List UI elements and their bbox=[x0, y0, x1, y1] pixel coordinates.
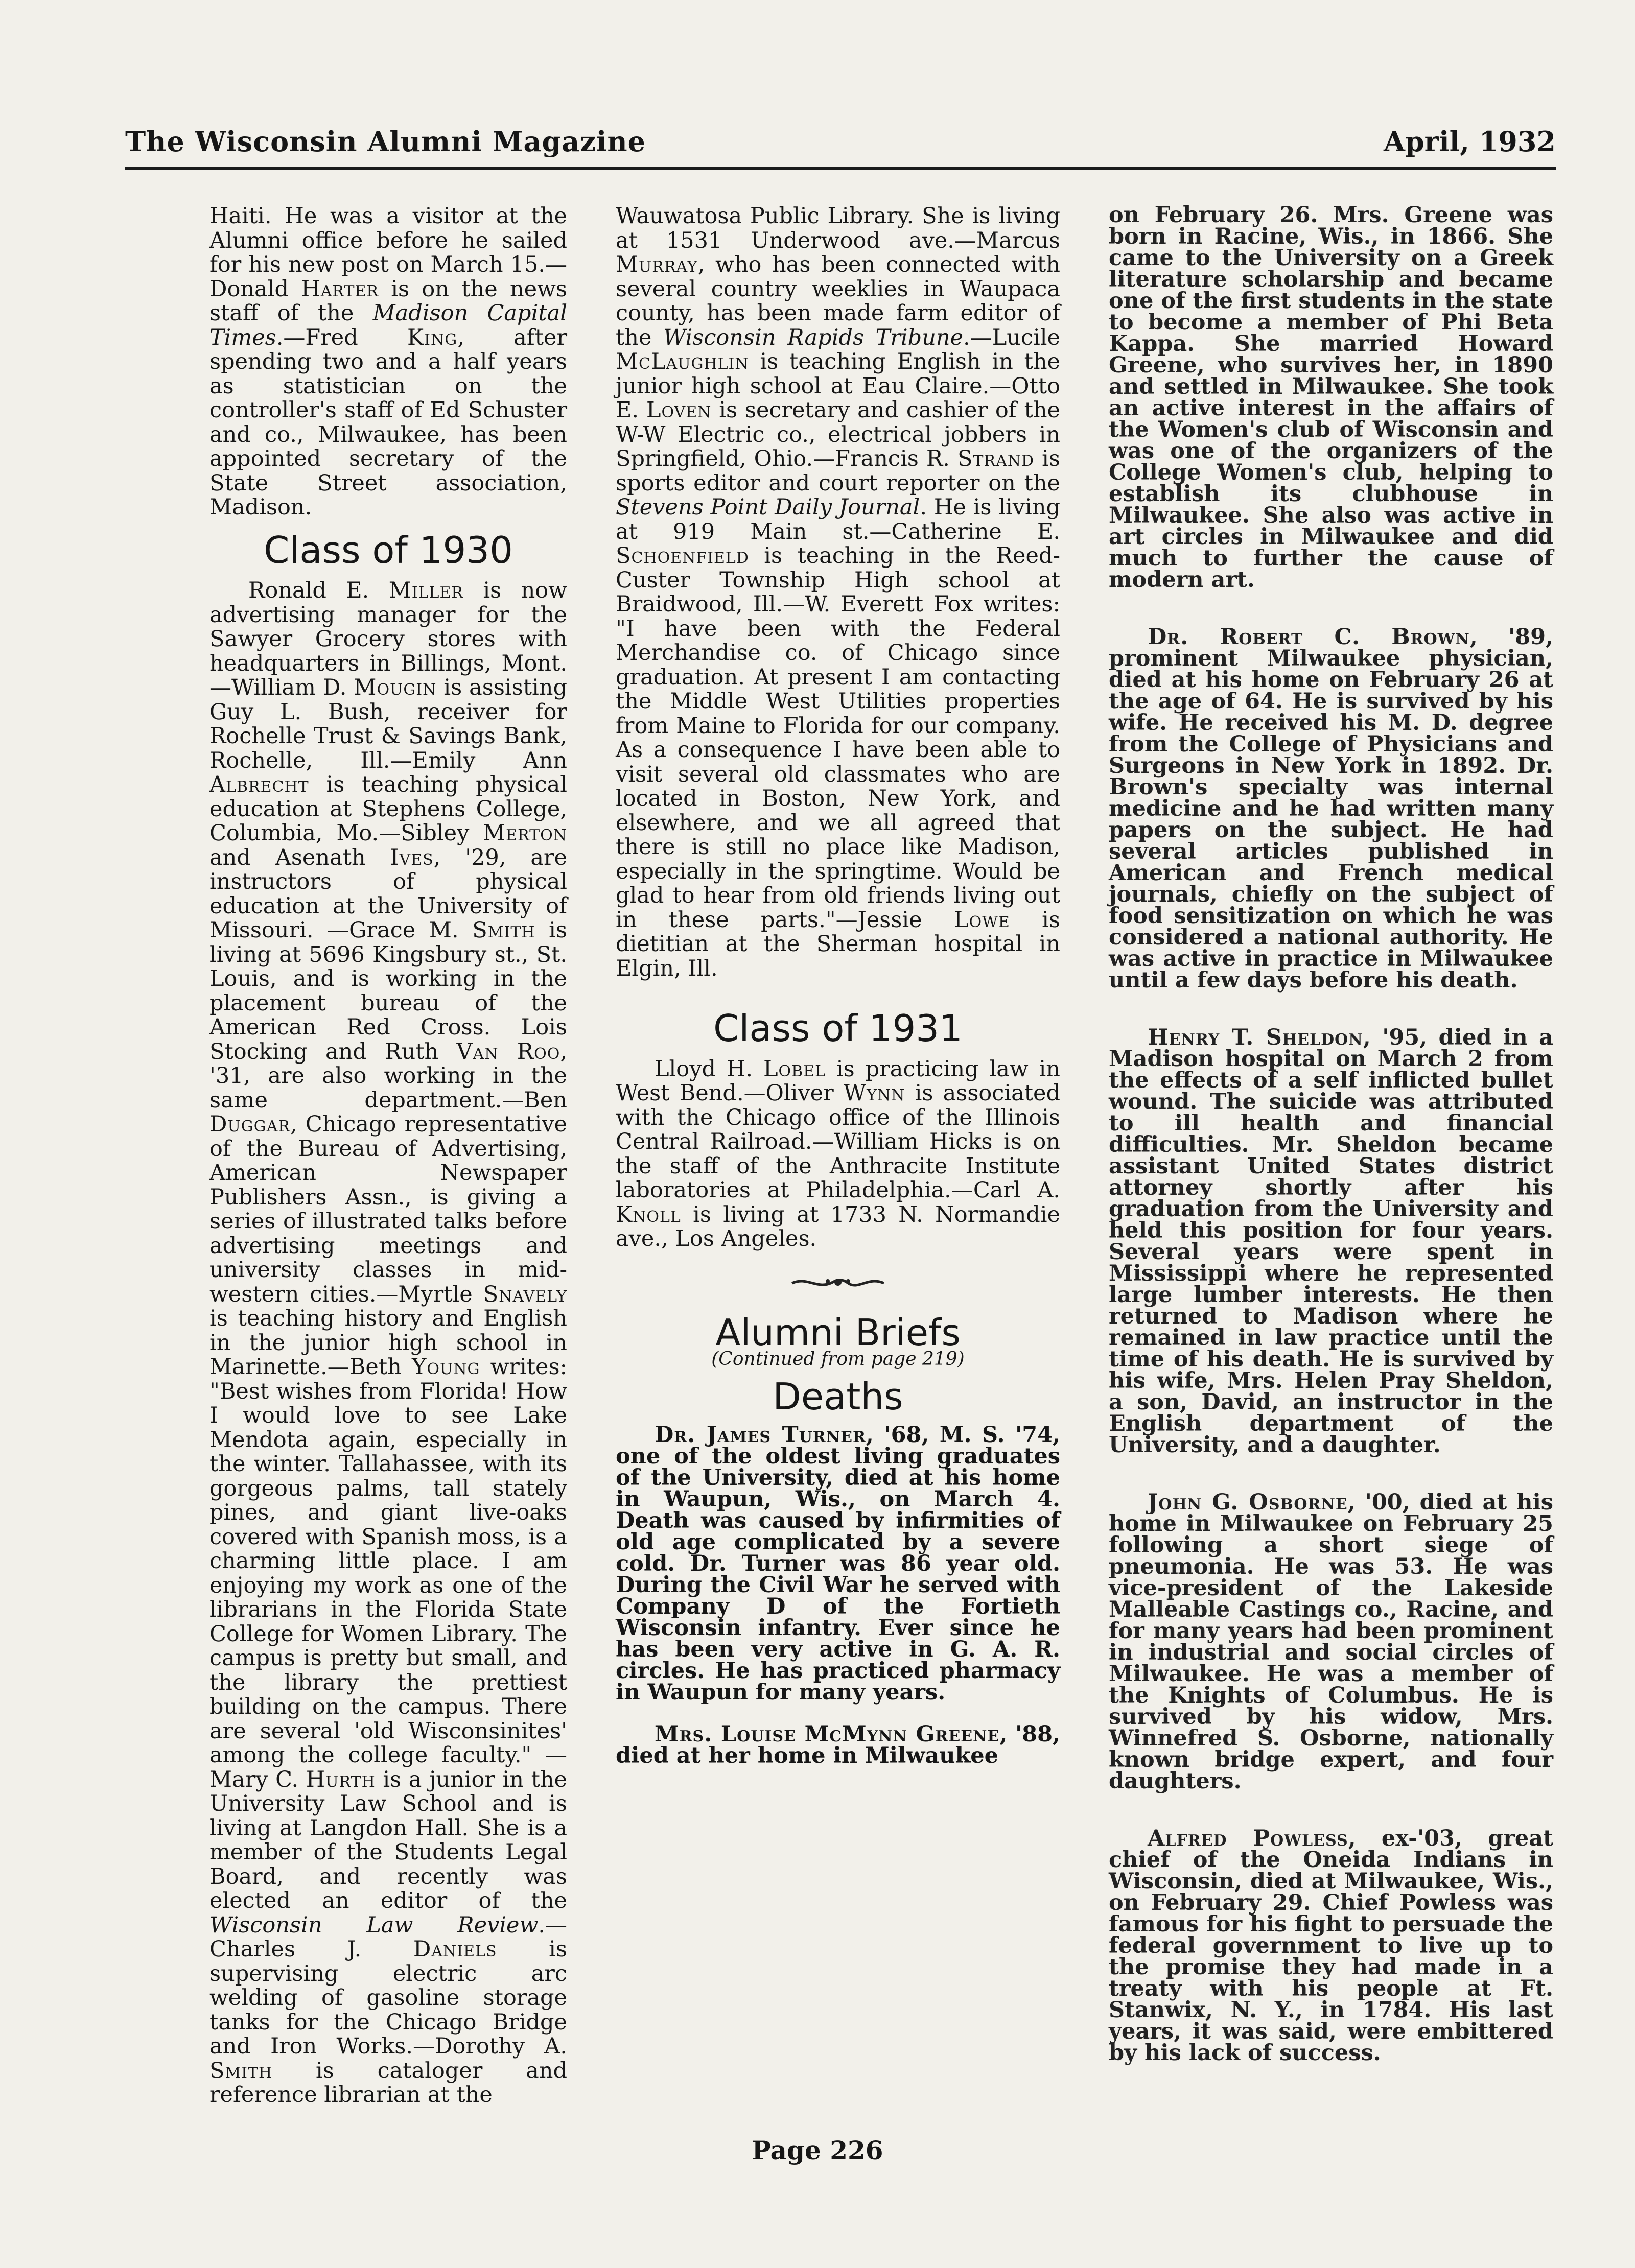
magazine-title: The Wisconsin Alumni Magazine bbox=[125, 125, 646, 158]
obituary-powless: Alfred Powless, ex-'03, great chief of the Oneida Indians in Wisconsin, died at Milwaukee, Wis., on February 29. Chief Powless was famous for his fight to persuade the federal government to live up to the promise they had made in a treaty with his people at Ft. Stanwix, N. Y., in 1784. His last years, it was said, were embittered by his lack of success. bbox=[1109, 1826, 1553, 2066]
class-1929-notes-continued: Haiti. He was a visitor at the Alumni office before he sailed for his new post on March 15.—Donald Harter is on the news staff of the Madison Capital Times.—Fred King, after spending two and a half years as statistician on the controller's staff of Ed Schuster and co., Milwaukee, has been appointed secretary of the State Street association, Madison. bbox=[209, 203, 567, 520]
heading-class-of-1931: Class of 1931 bbox=[713, 1007, 963, 1050]
obituary-greene-continued: on February 26. Mrs. Greene was born in Racine, Wis., in 1866. She came to the University on a Greek literature scholarship and became one of the first students in the state to become a member of Phi Beta Kappa. She married Howard Greene, who survives her, in 1890 and settled in Milwaukee. She took an active interest in the affairs of the Women's club of Wisconsin and was one of the organizers of the College Women's club, helping to establish its clubhouse in Milwaukee. She also was active in art circles in Milwaukee and did much to further the cause of modern art. bbox=[1109, 202, 1553, 593]
running-header bbox=[125, 125, 1556, 162]
class-1930-notes: Ronald E. Miller is now advertising manager for the Sawyer Grocery stores with headquarters in Billings, Mont.—William D. Mougin is assisting Guy L. Bush, receiver for Rochelle Trust & Savings Bank, Rochelle, Ill.—Emily Ann Albrecht is teaching physical education at Stephens College, Columbia, Mo.—Sibley Merton and Asenath Ives, '29, are instructors of physical education at the University of Missouri. —Grace M. Smith is living at 5696 Kingsbury st., St. Louis, and is working in the placement bureau of the American Red Cross. Lois Stocking and Ruth Van Roo, '31, are also working in the same department.—Ben Duggar, Chicago representative of the Bureau of Advertising, American Newspaper Publishers Assn., is giving a series of illustrated talks before advertising meetings and university classes in mid-western cities.—Myrtle Snavely is teaching history and English in the junior high school in Marinette.—Beth Young writes: "Best wishes from Florida! How I would love to see Lake Mendota again, especially in the winter. Tallahassee, with its gorgeous palms, tall stately pines, and giant live-oaks covered with Spanish moss, is a charming little place. I am enjoying my work as one of the librarians in the Florida State College for Women Library. The campus is pretty but small, and the library the prettiest building on the campus. There are several 'old Wisconsinites' among the college faculty." — Mary C. Hurth is a junior in the University Law School and is living at Langdon Hall. She is a member of the Students Legal Board, and recently was elected an editor of the Wisconsin Law Review.—Charles J. Daniels is supervising electric arc welding of gasoline storage tanks for the Chicago Bridge and Iron Works.—Dorothy A. Smith is cataloger and reference librarian at the bbox=[209, 578, 568, 2108]
column-2 bbox=[616, 204, 1060, 1766]
class-1931-notes: Lloyd H. Lobel is practicing law in West Bend.—Oliver Wynn is associated with the Chicago office of the Illinois Central Railroad.—William Hicks is on the staff of the Anthracite Institute laboratories at Philadelphia.—Carl A. Knoll is living at 1733 N. Normandie ave., Los Angeles. bbox=[616, 1056, 1060, 1251]
class-1930-notes-continued: Wauwatosa Public Library. She is living at 1531 Underwood ave.—Marcus Murray, who has been connected with several country weeklies in Waupaca county, has been made farm editor of the Wisconsin Rapids Tribune.—Lucile McLaughlin is teaching English in the junior high school at Eau Claire.—Otto E. Loven is secretary and cashier of the W-W Electric co., electrical jobbers in Springfield, Ohio.—Francis R. Strand is sports editor and court reporter on the Stevens Point Daily Journal. He is living at 919 Main st.—Catherine E. Schoenfield is teaching in the Reed-Custer Township High school at Braidwood, Ill.—W. Everett Fox writes: "I have been with the Federal Merchandise co. of Chicago since graduation. At present I am contacting the Middle West Utilities properties from Maine to Florida for our company. As a consequence I have been able to visit several old classmates who are located in Boston, New York, and elsewhere, and we all agreed that there is still no place like Madison, especially in the springtime. Would be glad to hear from old friends living out in these parts."—Jessie Lowe is dietitian at the Sherman hospital in Elgin, Ill. bbox=[616, 203, 1060, 981]
obituary-osborne: John G. Osborne, '00, died at his home in Milwaukee on February 25 following a short siege of pneumonia. He was 53. He was vice-president of the Lakeside Malleable Castings co., Racine, and for many years had been prominent in industrial and social circles of Milwaukee. He was a member of the Knights of Columbus. He is survived by his widow, Mrs. Winnefred S. Osborne, nationally known bridge expert, and four daughters. bbox=[1109, 1490, 1553, 1794]
issue-date: April, 1932 bbox=[1383, 125, 1556, 158]
obituary-turner: Dr. James Turner, '68, M. S. '74, one of the oldest living graduates of the University, died at his home in Waupun, Wis., on March 4. Death was caused by infirmities of old age complicated by a severe cold. Dr. Turner was 86 year old. During the Civil War he served with Company D of the Fortieth Wisconsin infantry. Ever since he has been very active in G. A. R. circles. He has practiced pharmacy in Waupun for many years. bbox=[616, 1422, 1060, 1705]
heading-deaths: Deaths bbox=[773, 1375, 903, 1418]
heading-class-of-1930: Class of 1930 bbox=[264, 528, 513, 572]
obituary-greene: Mrs. Louise McMynn Greene, '88, died at her home in Milwaukee bbox=[616, 1721, 1060, 1768]
continued-note: (Continued from page 219) bbox=[711, 1349, 965, 1369]
header-rule bbox=[125, 167, 1556, 170]
page-number: Page 226 bbox=[752, 2135, 883, 2165]
obituary-sheldon: Henry T. Sheldon, '95, died in a Madison hospital on March 2 from the effects of a self inflicted bullet wound. The suicide was attributed to ill health and financial difficulties. Mr. Sheldon became assistant United States district attorney shortly after his graduation from the University and held this position for four years. Several years were spent in Mississippi where he represented large lumber interests. He then returned to Madison where he remained in law practice until the time of his death. He is survived by his wife, Mrs. Helen Pray Sheldon, a son, David, an instructor in the English department of the University, and a daughter. bbox=[1109, 1025, 1553, 1458]
column-3 bbox=[1109, 204, 1553, 2064]
column-1 bbox=[209, 204, 567, 2108]
obituary-brown: Dr. Robert C. Brown, '89, prominent Milwaukee physician, died at his home on February 26 at the age of 64. He is survived by his wife. He received his M. D. degree from the College of Physicians and Surgeons in New York in 1892. Dr. Brown's specialty was internal medicine and he had written many papers on the subject. He had several articles published in American and French medical journals, chiefly on the subject of food sensitization on which he was considered a national authority. He was active in practice in Milwaukee until a few days before his death. bbox=[1109, 624, 1553, 993]
ornament-divider-icon bbox=[787, 1272, 889, 1292]
heading-alumni-briefs: Alumni Briefs bbox=[715, 1311, 961, 1354]
